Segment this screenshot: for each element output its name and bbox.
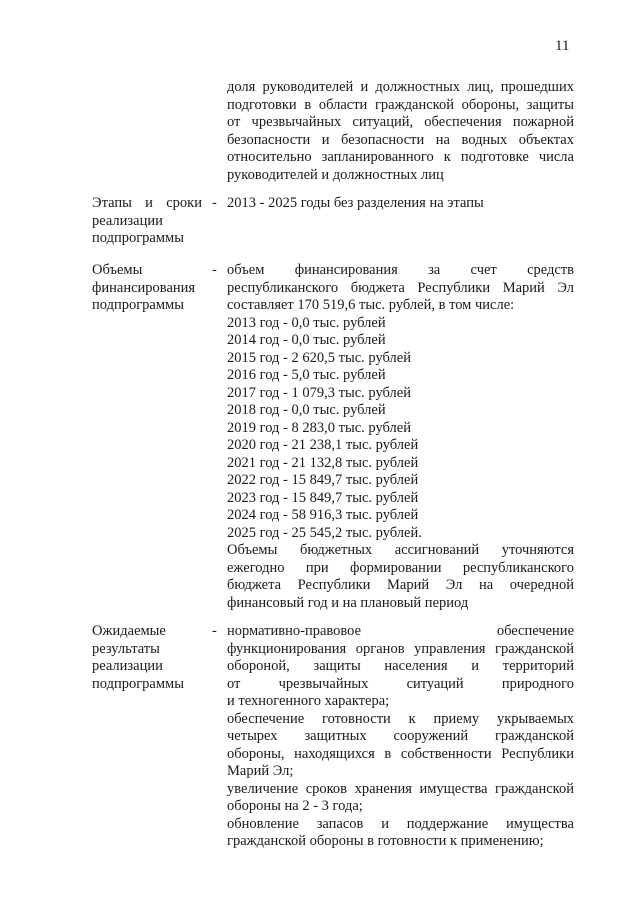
stages-dash: -	[212, 195, 217, 211]
stages-label	[92, 195, 202, 213]
word: лиц,	[467, 79, 494, 95]
results-label	[92, 623, 202, 693]
word: нормативно-правовое	[227, 623, 362, 639]
word: приему	[433, 710, 480, 727]
text-line	[227, 132, 574, 150]
funding-dash: -	[212, 262, 217, 278]
text-line	[227, 623, 574, 641]
word: при	[305, 559, 329, 576]
word: запланированного	[321, 149, 434, 165]
word: ежегодно	[227, 559, 285, 576]
word: населения	[384, 658, 448, 674]
word: и	[471, 658, 480, 674]
word: обеспечения	[424, 114, 502, 130]
word: ситуаций	[406, 675, 464, 692]
word: защитных	[304, 728, 367, 744]
word: гражданской	[495, 780, 574, 797]
word: за	[428, 262, 441, 278]
word: имущества	[419, 780, 488, 797]
label-line: реализации	[92, 212, 163, 229]
text-line: обороны на 2 - 3 года;	[227, 798, 363, 814]
funding-text	[227, 262, 574, 612]
word: числа	[538, 149, 574, 165]
year-line: 2022 год - 15 849,7 тыс. рублей	[227, 472, 419, 488]
word: республиканского	[227, 279, 339, 296]
results-text	[227, 623, 574, 851]
text-line	[227, 114, 574, 132]
text-line	[227, 746, 574, 764]
year-line: 2024 год - 58 916,3 тыс. рублей	[227, 507, 419, 523]
year-line: 2014 год - 0,0 тыс. рублей	[227, 332, 386, 348]
word: на	[478, 577, 494, 593]
year-line: 2013 год - 0,0 тыс. рублей	[227, 314, 386, 331]
word: обеспечение	[227, 710, 305, 727]
text-line	[227, 542, 574, 560]
word: защиты	[313, 658, 361, 674]
text-line	[227, 711, 574, 729]
word: гражданской	[495, 640, 574, 657]
indicator-continuation	[227, 79, 574, 184]
text-line	[227, 280, 574, 298]
word: в	[304, 96, 312, 113]
word: относительно	[227, 149, 312, 165]
word: бюджета	[350, 279, 405, 296]
word: и	[381, 815, 389, 832]
word: финансирования	[294, 262, 398, 278]
year-line: 2019 год - 8 283,0 тыс. рублей	[227, 419, 411, 436]
word: имущества	[505, 815, 574, 832]
word: запасов	[316, 815, 364, 832]
word: счет	[470, 262, 497, 278]
text-line	[227, 577, 574, 595]
word: доля	[227, 79, 256, 95]
text-line: составляет 170 519,6 тыс. рублей, в том числе:	[227, 297, 515, 313]
label-line: финансирования	[92, 279, 196, 296]
word: органов	[355, 640, 405, 657]
word: и	[145, 195, 153, 211]
word: Объемы	[227, 542, 278, 558]
word: готовности	[322, 710, 391, 727]
text-line: Марий Эл;	[227, 763, 294, 779]
word: в	[384, 745, 392, 762]
text-line	[227, 676, 574, 694]
text-line	[227, 641, 574, 659]
word: обороной,	[227, 658, 290, 674]
word: от	[227, 675, 241, 692]
word: объем	[227, 262, 265, 278]
word: должностных	[375, 79, 461, 95]
word: сроков	[305, 780, 348, 797]
text-line	[227, 262, 574, 280]
page-number: 11	[555, 38, 570, 54]
word: бюджета	[227, 577, 282, 593]
word: обороны,	[227, 745, 285, 762]
funding-label	[92, 262, 202, 315]
word: области	[318, 96, 368, 113]
word: чрезвычайных	[251, 114, 342, 130]
word: руководителей	[262, 79, 354, 95]
word: четырех	[227, 728, 278, 744]
word: к	[408, 710, 416, 727]
word: подготовки	[227, 96, 297, 113]
word: гражданской	[494, 728, 574, 744]
text-line	[227, 97, 574, 115]
stages-text	[227, 195, 574, 213]
word: подготовке	[460, 149, 529, 165]
word: ассигнований	[394, 542, 480, 558]
text-line: 2013 - 2025 годы без разделения на этапы	[227, 195, 484, 211]
text-line	[227, 728, 574, 746]
word: защиты	[526, 96, 574, 113]
text-line: финансовый год и на плановый период	[227, 594, 469, 611]
year-line: 2016 год - 5,0 тыс. рублей	[227, 367, 386, 383]
year-line: 2025 год - 25 545,2 тыс. рублей.	[227, 524, 422, 541]
word: к	[443, 149, 451, 165]
word: территорий	[502, 658, 574, 674]
word: от	[227, 114, 241, 130]
label-line: результаты	[92, 640, 160, 657]
label-line	[92, 195, 202, 213]
word: Республики	[501, 745, 574, 762]
word: Марий	[387, 577, 430, 593]
word: и	[360, 79, 369, 95]
label-line: Объемы	[92, 262, 143, 278]
text-line	[227, 658, 574, 676]
word: Эл	[557, 279, 574, 296]
word: сооружений	[393, 728, 469, 744]
word: Марий	[502, 279, 545, 296]
word: собственности	[400, 745, 492, 762]
word: хранения	[354, 780, 412, 797]
word: уточняются	[501, 542, 574, 558]
word: сроки	[166, 195, 202, 211]
word: гражданской	[374, 96, 454, 113]
word: поддержание	[406, 815, 489, 832]
word: природного	[501, 675, 574, 692]
word: очередной	[509, 577, 574, 593]
word: функционирования	[227, 640, 347, 657]
word: на	[435, 131, 450, 148]
word: обновление	[227, 815, 299, 832]
text-line	[227, 79, 574, 97]
word: находящихся	[294, 745, 375, 762]
word: Эл	[445, 577, 463, 593]
label-line: подпрограммы	[92, 297, 184, 313]
label-line: реализации	[92, 658, 163, 674]
text-line: гражданской обороны в готовности к применению;	[227, 833, 544, 849]
word: и	[321, 131, 330, 148]
year-line: 2020 год - 21 238,1 тыс. рублей	[227, 437, 419, 453]
word: ситуаций,	[352, 114, 414, 130]
word: управления	[414, 640, 486, 657]
year-line: 2015 год - 2 620,5 тыс. рублей	[227, 349, 411, 366]
text-line	[227, 816, 574, 834]
text-line	[227, 149, 574, 167]
year-line: 2021 год - 21 132,8 тыс. рублей	[227, 454, 419, 471]
word: средств	[527, 262, 574, 278]
year-line: 2017 год - 1 079,3 тыс. рублей	[227, 384, 411, 401]
word: чрезвычайных	[278, 675, 369, 692]
word: обеспечение	[496, 623, 574, 639]
word: объектах	[518, 131, 574, 148]
word: пожарной	[512, 114, 574, 130]
word: прошедших	[500, 79, 574, 95]
word: Этапы	[92, 195, 132, 211]
word: формировании	[349, 559, 442, 576]
word: водных	[461, 131, 508, 148]
word: бюджетных	[299, 542, 373, 558]
label-line: подпрограммы	[92, 675, 184, 692]
year-line: 2023 год - 15 849,7 тыс. рублей	[227, 489, 419, 506]
word: увеличение	[227, 780, 299, 797]
word: обороны,	[461, 96, 520, 113]
text-line: руководителей и должностных лиц	[227, 166, 444, 183]
label-line: подпрограммы	[92, 230, 184, 246]
word: Республики	[297, 577, 371, 593]
word: безопасности	[227, 131, 311, 148]
text-line	[227, 781, 574, 799]
text-line: и техногенного характера;	[227, 693, 390, 709]
stages-label-rest	[92, 213, 202, 248]
text-line	[227, 560, 574, 578]
results-dash: -	[212, 623, 217, 639]
label-line: Ожидаемые	[92, 623, 166, 639]
year-line: 2018 год - 0,0 тыс. рублей	[227, 402, 386, 418]
word: укрываемых	[496, 710, 574, 727]
word: республиканского	[462, 559, 574, 576]
word: безопасности	[341, 131, 425, 148]
word: Республики	[417, 279, 491, 296]
